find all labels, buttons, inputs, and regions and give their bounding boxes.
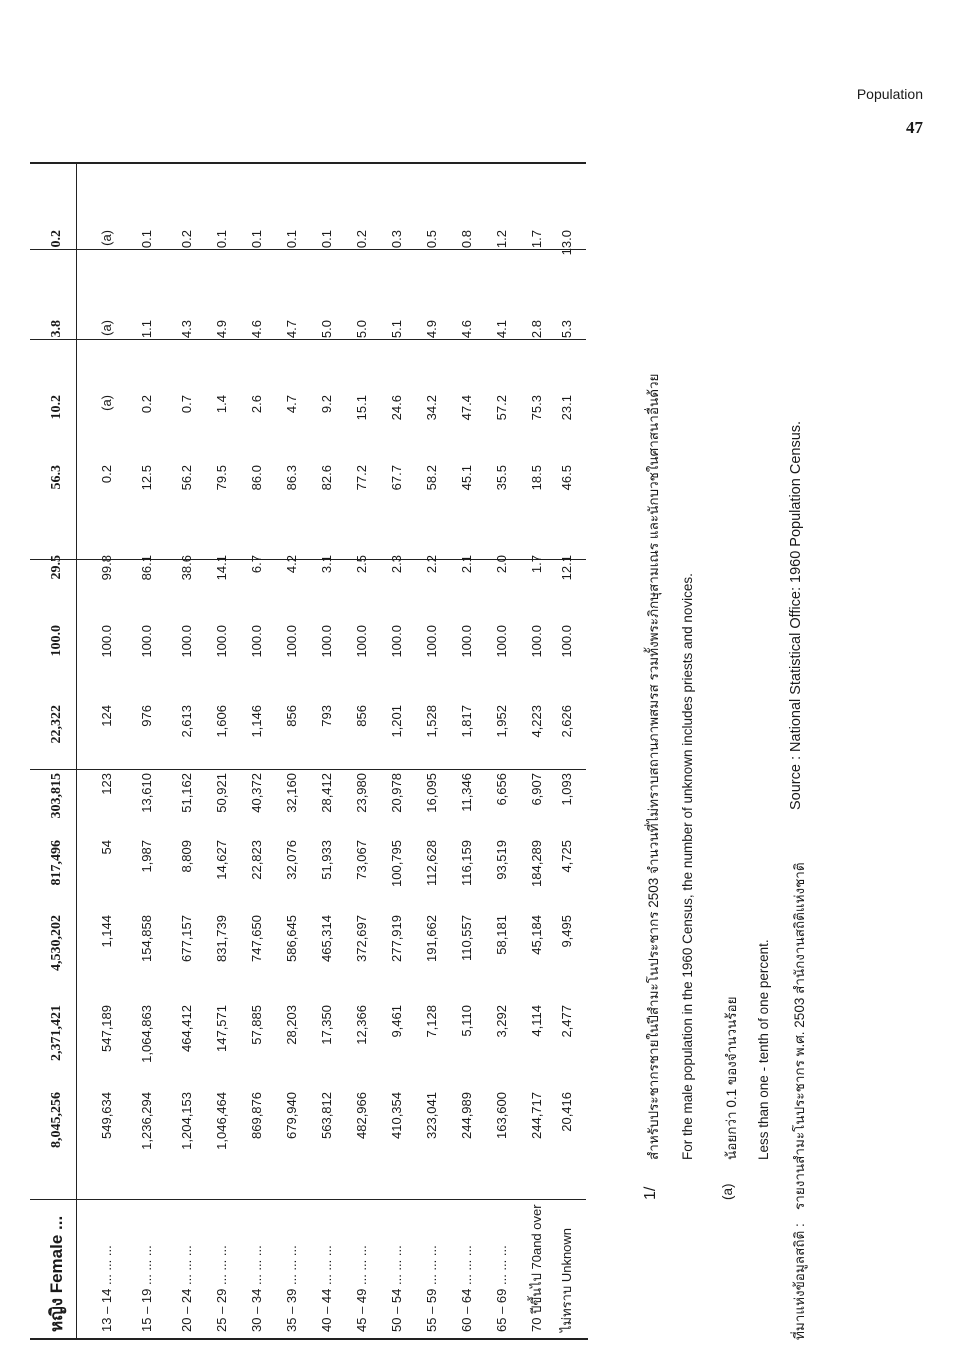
table-cell: 100.0	[529, 625, 544, 658]
table-cell: 0.2	[139, 395, 154, 414]
table-cell: 100.0	[354, 625, 369, 658]
table-cell: 14.1	[214, 555, 229, 581]
table-row	[345, 160, 379, 1340]
table-cell: 4.2	[284, 555, 299, 574]
table-cell: 9,495	[559, 915, 574, 948]
table-cell: 2,613	[179, 705, 194, 738]
table-cell: 323,041	[424, 1092, 439, 1139]
table-cell: 4,223	[529, 705, 544, 738]
table-cell: 46.5	[559, 465, 574, 491]
table-row	[550, 160, 584, 1340]
table-cell: 1,528	[424, 705, 439, 738]
table-cell: 1,093	[559, 773, 574, 806]
table-row	[275, 160, 309, 1340]
table-cell: 5,110	[459, 1005, 474, 1037]
table-cell: 50,921	[214, 773, 229, 813]
table-cell: 6,656	[494, 773, 509, 806]
table-cell: 57.2	[494, 395, 509, 421]
table-cell: 100.0	[99, 625, 114, 658]
table-row	[310, 160, 344, 1340]
source-label-thai: ที่มาแห่งข้อมูลสถิติ :	[792, 1223, 807, 1340]
table-cell: 8,045,256	[49, 1092, 64, 1148]
table-cell: 1,817	[459, 705, 474, 738]
row-label: 55 – 59 ... ... ...	[424, 1245, 439, 1332]
table-cell: 563,812	[319, 1092, 334, 1139]
table-cell: 32,076	[284, 840, 299, 880]
table-cell: 77.2	[354, 465, 369, 491]
table-cell: 1,146	[249, 705, 264, 738]
table-cell: 35.5	[494, 465, 509, 491]
table-cell: 869,876	[249, 1092, 264, 1139]
row-label: 20 – 24 ... ... ...	[179, 1245, 194, 1332]
table-row	[90, 160, 124, 1340]
table-cell: 3,292	[494, 1005, 509, 1038]
table-row	[415, 160, 449, 1340]
table-cell: 5.0	[354, 320, 369, 339]
table-cell: 73,067	[354, 840, 369, 880]
table-cell: 100.0	[139, 625, 154, 658]
table-cell: 2.2	[424, 555, 439, 574]
table-cell: 4.6	[459, 320, 474, 339]
table-cell: 831,739	[214, 915, 229, 962]
table-cell: 547,189	[99, 1005, 114, 1052]
row-label: 25 – 29 ... ... ...	[214, 1245, 229, 1332]
table-cell: 54	[99, 840, 114, 855]
page-number: 47	[906, 118, 923, 137]
table-cell: 100.0	[214, 625, 229, 658]
table-cell: 1,952	[494, 705, 509, 738]
table-cell: 2,371,421	[49, 1005, 64, 1061]
footnote-1-english: For the male population in the 1960 Census, the number of unknown includes priests and novices.	[680, 573, 695, 1160]
table-cell: 29.5	[49, 555, 64, 580]
row-label: 30 – 34 ... ... ...	[249, 1245, 264, 1332]
table-cell: 100.0	[559, 625, 574, 658]
row-label: 45 – 49 ... ... ...	[354, 1245, 369, 1332]
table-cell: 16,095	[424, 773, 439, 813]
table-cell: 1,144	[99, 915, 114, 948]
table-cell: 22,322	[49, 705, 64, 744]
table-cell: 6.7	[249, 555, 264, 574]
table-cell: 303,815	[49, 773, 64, 819]
table-cell: 1,606	[214, 705, 229, 738]
table-cell: 586,645	[284, 915, 299, 962]
table-cell: 747,650	[249, 915, 264, 962]
table-cell: 0.1	[284, 230, 299, 249]
table-cell: 3.8	[49, 320, 64, 338]
table-cell: 20,978	[389, 773, 404, 813]
table-cell: 5.3	[559, 320, 574, 339]
table-cell: 1,987	[139, 840, 154, 873]
table-cell: 18.5	[529, 465, 544, 491]
table-cell: 58,181	[494, 915, 509, 955]
table-cell: 110,557	[459, 915, 474, 962]
female-marital-status-table	[30, 160, 590, 1340]
table-cell: 465,314	[319, 915, 334, 962]
table-cell: 1.7	[529, 230, 544, 249]
table-cell: 4,725	[559, 840, 574, 873]
row-label: 70 ปีขึ้นไป 70and over	[529, 1204, 544, 1332]
source-thai: รายงานสำมะโนประชากร พ.ศ. 2503 สำนักงานสถิติแห่งชาติ	[792, 862, 807, 1210]
table-cell: 1,064,863	[139, 1005, 154, 1063]
table-cell: 191,662	[424, 915, 439, 962]
table-cell: 464,412	[179, 1005, 194, 1052]
table-cell: 100.0	[424, 625, 439, 658]
table-row	[520, 160, 554, 1340]
table-cell: 2.0	[494, 555, 509, 574]
table-cell: 112,628	[424, 840, 439, 887]
table-total-row	[40, 160, 74, 1340]
table-cell: 123	[99, 773, 114, 795]
table-cell: 4.1	[494, 320, 509, 339]
rotated-page-content	[30, 160, 930, 1340]
row-label: 13 – 14 ... ... ...	[99, 1245, 114, 1332]
table-cell: 13.0	[559, 230, 574, 256]
table-cell: 75.3	[529, 395, 544, 421]
table-cell: 0.2	[354, 230, 369, 249]
table-cell: 0.1	[214, 230, 229, 249]
table-cell: 4.9	[214, 320, 229, 339]
table-cell: 856	[354, 705, 369, 727]
table-cell: 58.2	[424, 465, 439, 491]
table-row	[450, 160, 484, 1340]
table-cell: 817,496	[49, 840, 64, 886]
row-label: 15 – 19 ... ... ...	[139, 1245, 154, 1332]
table-cell: 410,354	[389, 1092, 404, 1139]
table-cell: 28,203	[284, 1005, 299, 1045]
table-cell: 20,416	[559, 1092, 574, 1132]
table-cell: 100.0	[494, 625, 509, 658]
table-cell: 2,477	[559, 1005, 574, 1038]
table-cell: 10.2	[49, 395, 64, 420]
table-cell: 100.0	[49, 625, 64, 657]
table-cell: 100,795	[389, 840, 404, 887]
table-cell: 976	[139, 705, 154, 727]
table-cell: 24.6	[389, 395, 404, 421]
table-cell: (a)	[99, 395, 114, 411]
table-cell: 15.1	[354, 395, 369, 421]
table-cell: 14,627	[214, 840, 229, 880]
table-cell: 100.0	[249, 625, 264, 658]
table-cell: 1,204,153	[179, 1092, 194, 1150]
header-separator-rule	[76, 162, 77, 1340]
table-cell: 677,157	[179, 915, 194, 962]
table-cell: 147,571	[214, 1005, 229, 1052]
table-cell: 100.0	[389, 625, 404, 658]
table-cell: 86.3	[284, 465, 299, 491]
table-cell: 99.8	[99, 555, 114, 581]
table-cell: 0.3	[389, 230, 404, 249]
table-cell: 11,346	[459, 773, 474, 812]
table-cell: 100.0	[319, 625, 334, 658]
row-label: 35 – 39 ... ... ...	[284, 1245, 299, 1332]
table-cell: 0.7	[179, 395, 194, 414]
table-cell: 116,159	[459, 840, 474, 887]
table-cell: 51,933	[319, 840, 334, 880]
table-cell: 47.4	[459, 395, 474, 421]
table-cell: 100.0	[284, 625, 299, 658]
table-cell: 679,940	[284, 1092, 299, 1139]
table-cell: 6,907	[529, 773, 544, 806]
table-cell: 482,966	[354, 1092, 369, 1139]
source-english: Source : National Statistical Office: 1960 Population Census.	[788, 420, 804, 810]
table-cell: 23,980	[354, 773, 369, 813]
table-cell: 4.6	[249, 320, 264, 339]
table-cell: 4.9	[424, 320, 439, 339]
row-label: หญิง Female ...	[47, 1215, 66, 1332]
table-cell: 4.3	[179, 320, 194, 339]
table-cell: 28,412	[319, 773, 334, 813]
table-cell: 184,289	[529, 840, 544, 887]
table-cell: 22,823	[249, 840, 264, 880]
table-cell: 100.0	[179, 625, 194, 658]
table-cell: 1.7	[529, 555, 544, 574]
table-cell: 45.1	[459, 465, 474, 491]
table-cell: 1.2	[494, 230, 509, 249]
row-label: ไม่ทราบ Unknown	[559, 1227, 574, 1332]
table-cell: 17,350	[319, 1005, 334, 1045]
footnote-a-thai: น้อยกว่า 0.1 ของจำนวนร้อย	[724, 996, 739, 1160]
table-cell: 4,530,202	[49, 915, 64, 971]
table-cell: 34.2	[424, 395, 439, 421]
table-cell: 79.5	[214, 465, 229, 491]
table-cell: 9,461	[389, 1005, 404, 1038]
table-cell: 9.2	[319, 395, 334, 414]
table-cell: 12.1	[559, 555, 574, 581]
table-cell: 0.1	[249, 230, 264, 249]
table-cell: 51,162	[179, 773, 194, 813]
table-cell: 12,366	[354, 1005, 369, 1045]
footnote-a-marker: (a)	[720, 1183, 735, 1200]
table-cell: 2.6	[249, 395, 264, 414]
table-cell: 13,610	[139, 773, 154, 813]
table-cell: 793	[319, 705, 334, 727]
table-row	[485, 160, 519, 1340]
table-cell: 1.1	[139, 320, 154, 339]
table-cell: 1,201	[389, 705, 404, 738]
table-cell: 856	[284, 705, 299, 727]
table-cell: 82.6	[319, 465, 334, 491]
table-cell: 56.3	[49, 465, 64, 490]
footnote-1-marker: 1/	[642, 1186, 659, 1200]
row-label: 40 – 44 ... ... ...	[319, 1245, 334, 1332]
table-cell: 0.2	[179, 230, 194, 249]
table-cell: 124	[99, 705, 114, 727]
row-label: 60 – 64 ... ... ...	[459, 1245, 474, 1332]
table-cell: 12.5	[139, 465, 154, 491]
table-cell: 0.5	[424, 230, 439, 249]
table-cell: 56.2	[179, 465, 194, 491]
table-cell: 549,634	[99, 1092, 114, 1139]
table-cell: 45,184	[529, 915, 544, 955]
table-row	[170, 160, 204, 1340]
section-title: Population	[856, 86, 923, 102]
table-cell: 4.7	[284, 395, 299, 414]
table-cell: 277,919	[389, 915, 404, 962]
table-row	[240, 160, 274, 1340]
table-cell: 372,697	[354, 915, 369, 962]
footnote-1-thai: สำหรับประชากรชายในปีสำมะโนประชากร 2503 จำนวนที่ไม่ทราบสถานภาพสมรส รวมทั้งพระภิกษุสามเณร และนักบวชในศาสนาอื่นด้วย	[646, 373, 661, 1160]
table-cell: 5.1	[389, 320, 404, 339]
table-cell: 1,046,464	[214, 1092, 229, 1150]
table-cell: 8,809	[179, 840, 194, 873]
table-cell: 0.2	[49, 230, 64, 248]
table-row	[380, 160, 414, 1340]
table-cell: 244,717	[529, 1092, 544, 1139]
table-cell: 244,989	[459, 1092, 474, 1139]
table-cell: 2.3	[389, 555, 404, 574]
table-cell: 1.4	[214, 395, 229, 414]
table-cell: 40,372	[249, 773, 264, 813]
table-cell: 67.7	[389, 465, 404, 491]
table-cell: 4.7	[284, 320, 299, 339]
table-cell: 0.1	[319, 230, 334, 249]
table-cell: 7,128	[424, 1005, 439, 1038]
table-cell: 2.8	[529, 320, 544, 339]
table-cell: 163,600	[494, 1092, 509, 1139]
table-cell: 4,114	[529, 1005, 544, 1037]
table-cell: 154,858	[139, 915, 154, 962]
table-cell: 2,626	[559, 705, 574, 738]
row-label: 50 – 54 ... ... ...	[389, 1245, 404, 1332]
table-cell: 32,160	[284, 773, 299, 813]
table-cell: 0.1	[139, 230, 154, 249]
table-cell: 0.8	[459, 230, 474, 249]
table-cell: 0.2	[99, 465, 114, 484]
table-cell: 57,885	[249, 1005, 264, 1045]
table-cell: 2.1	[459, 555, 474, 574]
table-cell: 5.0	[319, 320, 334, 339]
table-cell: (a)	[99, 320, 114, 336]
table-cell: 38.6	[179, 555, 194, 581]
table-cell: 23.1	[559, 395, 574, 421]
table-cell: (a)	[99, 230, 114, 246]
table-cell: 3.1	[319, 555, 334, 574]
table-cell: 86.0	[249, 465, 264, 491]
table-cell: 93,519	[494, 840, 509, 880]
footnote-a-english: Less than one - tenth of one percent.	[756, 939, 771, 1160]
table-row	[205, 160, 239, 1340]
table-cell: 100.0	[459, 625, 474, 658]
table-row	[130, 160, 164, 1340]
table-cell: 1,236,294	[139, 1092, 154, 1150]
row-label: 65 – 69 ... ... ...	[494, 1245, 509, 1332]
table-cell: 86.1	[139, 555, 154, 581]
table-cell: 2.5	[354, 555, 369, 574]
